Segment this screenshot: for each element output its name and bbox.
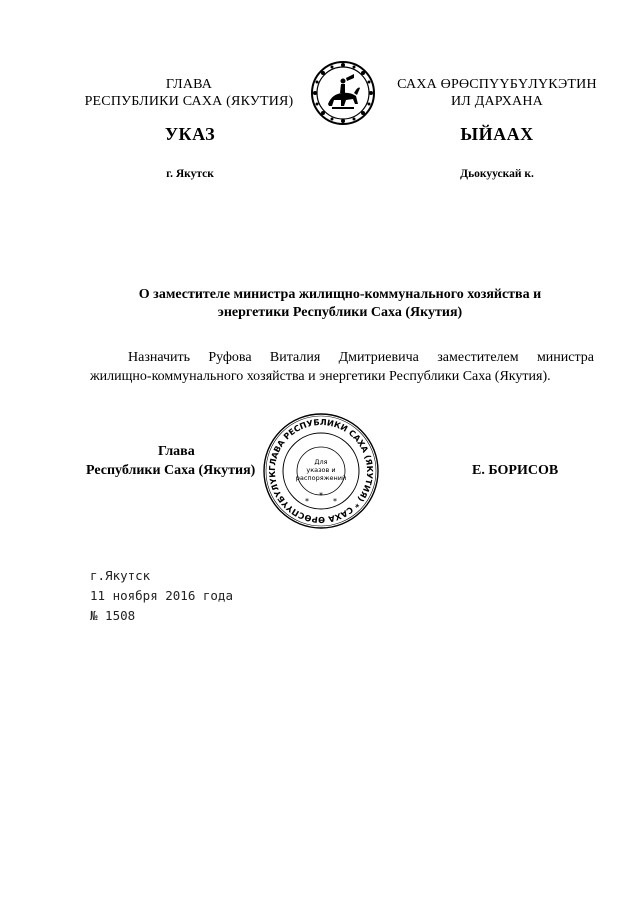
- city-ru: г. Якутск: [166, 168, 214, 180]
- stamp-center-line3: распоряжений: [295, 474, 347, 482]
- svg-text:*: *: [333, 497, 337, 506]
- subject-line1: О заместителе министра жилищно-коммунального хозяйства и: [138, 287, 542, 302]
- header-left-line1: ГЛАВА: [165, 77, 213, 92]
- signatory-title-line2: Республики Саха (Якутия): [86, 463, 256, 478]
- signatory-title-line1: Глава: [158, 444, 195, 459]
- stamp-center-line2: указов и: [306, 466, 336, 474]
- svg-text:*: *: [319, 491, 323, 500]
- registration-place: г.Якутск: [90, 568, 151, 583]
- signatory-title: [86, 442, 286, 480]
- registration-date: 11 ноября 2016 года: [90, 588, 233, 603]
- signatory-name: Е. БОРИСОВ: [472, 463, 559, 478]
- header-left: [80, 76, 298, 110]
- coat-of-arms-icon: [310, 60, 376, 126]
- registration-number: № 1508: [90, 608, 136, 623]
- header-right-line1: САХА ӨРӨСПҮҮБҮЛҮКЭТИН: [397, 77, 597, 92]
- document-type-sah: ЫЙААХ: [460, 124, 534, 144]
- decree-subject: [60, 286, 620, 322]
- svg-text:*: *: [305, 497, 309, 506]
- stamp-center-line1: Для: [314, 458, 328, 466]
- stamp-ring-text: ГЛАВА РЕСПУБЛИКИ САХА (ЯКУТИЯ) * САХА ӨРӨСПҮҮБҮЛҮК: [266, 416, 376, 526]
- decree-body: [90, 348, 594, 386]
- header-right: [392, 76, 602, 110]
- registration-block: [90, 566, 350, 626]
- subject-line2: энергетики Республики Саха (Якутия): [217, 305, 463, 320]
- body-line2: жилищно-коммунального хозяйства и энергетики Республики Саха (Якутия).: [90, 369, 551, 384]
- document-type-ru: УКАЗ: [164, 124, 216, 144]
- body-line1: Назначить Руфова Виталия Дмитриевича заместителем министра: [128, 350, 594, 365]
- city-sah: Дьокуускай к.: [460, 168, 534, 180]
- header-left-line2: РЕСПУБЛИКИ САХА (ЯКУТИЯ): [84, 94, 294, 109]
- official-stamp: [262, 412, 380, 530]
- header-right-line2: ИЛ ДАРХАНА: [450, 94, 543, 109]
